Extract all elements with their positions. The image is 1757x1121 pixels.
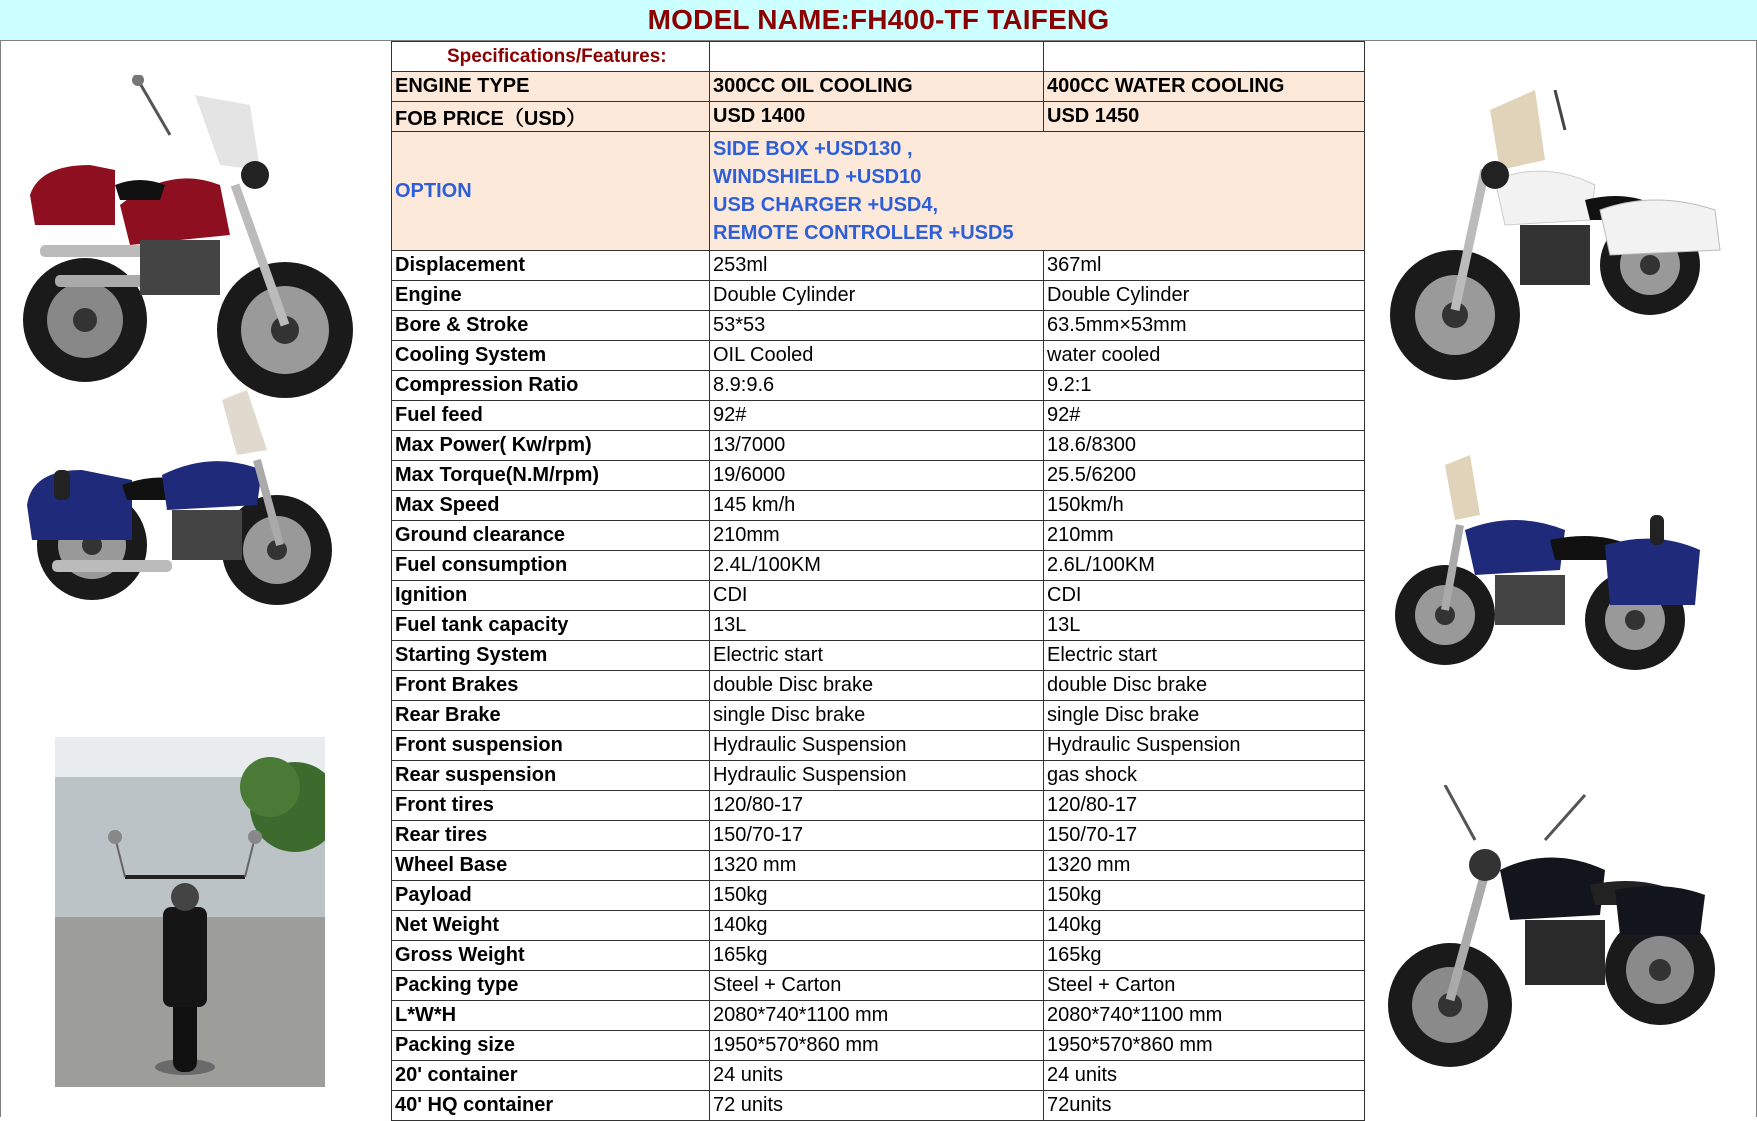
spec-value: 1950*570*860 mm bbox=[1044, 1031, 1365, 1061]
spec-value: 150/70-17 bbox=[1044, 821, 1365, 851]
table-row bbox=[392, 1001, 1365, 1031]
spec-value: 1320 mm bbox=[710, 851, 1044, 881]
table-row bbox=[392, 671, 1365, 701]
spec-label: 40' HQ container bbox=[392, 1091, 710, 1121]
spec-label: Net Weight bbox=[392, 911, 710, 941]
table-row bbox=[392, 761, 1365, 791]
spec-value: Hydraulic Suspension bbox=[1044, 731, 1365, 761]
spec-label: Fuel feed bbox=[392, 401, 710, 431]
spec-value: 253ml bbox=[710, 251, 1044, 281]
table-row bbox=[392, 341, 1365, 371]
spec-value: 25.5/6200 bbox=[1044, 461, 1365, 491]
engine-type-label: ENGINE TYPE bbox=[392, 72, 710, 102]
spec-value: 2.6L/100KM bbox=[1044, 551, 1365, 581]
table-row bbox=[392, 401, 1365, 431]
spec-value: 72 units bbox=[710, 1091, 1044, 1121]
spec-label: Rear Brake bbox=[392, 701, 710, 731]
spec-value: Hydraulic Suspension bbox=[710, 731, 1044, 761]
table-row bbox=[392, 461, 1365, 491]
option-item: SIDE BOX +USD130 , bbox=[713, 138, 913, 160]
table-row bbox=[392, 581, 1365, 611]
header-col1 bbox=[710, 42, 1044, 72]
spec-value: Steel + Carton bbox=[710, 971, 1044, 1001]
spec-value: 13L bbox=[710, 611, 1044, 641]
table-row bbox=[392, 731, 1365, 761]
spec-value: OIL Cooled bbox=[710, 341, 1044, 371]
spec-label: Packing size bbox=[392, 1031, 710, 1061]
spec-value: 210mm bbox=[1044, 521, 1365, 551]
spec-value: gas shock bbox=[1044, 761, 1365, 791]
table-row bbox=[392, 641, 1365, 671]
table-row bbox=[392, 281, 1365, 311]
spec-label: Displacement bbox=[392, 251, 710, 281]
table-row bbox=[392, 701, 1365, 731]
spec-value: 2.4L/100KM bbox=[710, 551, 1044, 581]
spec-value: Double Cylinder bbox=[1044, 281, 1365, 311]
fob-price-v2: USD 1450 bbox=[1044, 102, 1365, 132]
spec-value: 24 units bbox=[710, 1061, 1044, 1091]
spec-value: 367ml bbox=[1044, 251, 1365, 281]
table-row bbox=[392, 1061, 1365, 1091]
spec-value: 18.6/8300 bbox=[1044, 431, 1365, 461]
spec-label: Front Brakes bbox=[392, 671, 710, 701]
option-row bbox=[392, 132, 1365, 251]
table-row bbox=[392, 1091, 1365, 1121]
table-row bbox=[392, 881, 1365, 911]
blue-motorcycle-photo-left bbox=[22, 390, 337, 610]
spec-label: Bore & Stroke bbox=[392, 311, 710, 341]
spec-value: CDI bbox=[1044, 581, 1365, 611]
spec-value: 145 km/h bbox=[710, 491, 1044, 521]
spec-value: 120/80-17 bbox=[1044, 791, 1365, 821]
option-label: OPTION bbox=[392, 132, 710, 251]
spec-label: Packing type bbox=[392, 971, 710, 1001]
page-title: MODEL NAME:FH400-TF TAIFENG bbox=[647, 4, 1110, 35]
spec-value: 24 units bbox=[1044, 1061, 1365, 1091]
spec-label: Max Power( Kw/rpm) bbox=[392, 431, 710, 461]
spec-value: 13/7000 bbox=[710, 431, 1044, 461]
table-header-row bbox=[392, 42, 1365, 72]
spec-value: 165kg bbox=[710, 941, 1044, 971]
table-row bbox=[392, 941, 1365, 971]
spec-label: Engine bbox=[392, 281, 710, 311]
table-row bbox=[392, 551, 1365, 581]
spec-value: Electric start bbox=[1044, 641, 1365, 671]
spec-value: single Disc brake bbox=[1044, 701, 1365, 731]
spec-label: Compression Ratio bbox=[392, 371, 710, 401]
spec-label: Front tires bbox=[392, 791, 710, 821]
spec-value: Electric start bbox=[710, 641, 1044, 671]
spec-value: 165kg bbox=[1044, 941, 1365, 971]
spec-value: 13L bbox=[1044, 611, 1365, 641]
table-row bbox=[392, 251, 1365, 281]
spec-label: Rear suspension bbox=[392, 761, 710, 791]
table-row bbox=[392, 791, 1365, 821]
spec-value: 9.2:1 bbox=[1044, 371, 1365, 401]
spec-label: Ground clearance bbox=[392, 521, 710, 551]
spec-value: 120/80-17 bbox=[710, 791, 1044, 821]
engine-type-v1: 300CC OIL COOLING bbox=[710, 72, 1044, 102]
spec-value: 1320 mm bbox=[1044, 851, 1365, 881]
red-motorcycle-photo bbox=[20, 75, 355, 405]
spec-label: Fuel consumption bbox=[392, 551, 710, 581]
table-row bbox=[392, 311, 1365, 341]
table-row bbox=[392, 611, 1365, 641]
blue-motorcycle-photo-right bbox=[1385, 455, 1715, 675]
fob-price-v1: USD 1400 bbox=[710, 102, 1044, 132]
specs-header-label: Specifications/Features: bbox=[392, 42, 710, 72]
spec-label: Ignition bbox=[392, 581, 710, 611]
table-row bbox=[392, 521, 1365, 551]
spec-value: 150kg bbox=[710, 881, 1044, 911]
spec-value: 150kg bbox=[1044, 881, 1365, 911]
spec-value: 19/6000 bbox=[710, 461, 1044, 491]
table-row bbox=[392, 911, 1365, 941]
spec-value: 92# bbox=[1044, 401, 1365, 431]
spec-value: 63.5mm×53mm bbox=[1044, 311, 1365, 341]
spec-value: 140kg bbox=[1044, 911, 1365, 941]
table-row bbox=[392, 971, 1365, 1001]
table-row bbox=[392, 371, 1365, 401]
spec-value: 150/70-17 bbox=[710, 821, 1044, 851]
spec-label: Max Torque(N.M/rpm) bbox=[392, 461, 710, 491]
spec-label: Fuel tank capacity bbox=[392, 611, 710, 641]
white-motorcycle-photo bbox=[1385, 90, 1725, 390]
spec-value: double Disc brake bbox=[1044, 671, 1365, 701]
spec-label: Front suspension bbox=[392, 731, 710, 761]
table-row bbox=[392, 431, 1365, 461]
fob-price-label: FOB PRICE（USD） bbox=[392, 102, 710, 132]
engine-type-row bbox=[392, 72, 1365, 102]
spec-value: 140kg bbox=[710, 911, 1044, 941]
spec-value: 2080*740*1100 mm bbox=[710, 1001, 1044, 1031]
spec-label: 20' container bbox=[392, 1061, 710, 1091]
option-item: REMOTE CONTROLLER +USD5 bbox=[713, 222, 1014, 244]
spec-value: Hydraulic Suspension bbox=[710, 761, 1044, 791]
table-row bbox=[392, 491, 1365, 521]
spec-label: L*W*H bbox=[392, 1001, 710, 1031]
spec-value: Steel + Carton bbox=[1044, 971, 1365, 1001]
spec-value: single Disc brake bbox=[710, 701, 1044, 731]
table-row bbox=[392, 1031, 1365, 1061]
black-motorcycle-front-photo bbox=[55, 737, 325, 1087]
spec-value: CDI bbox=[710, 581, 1044, 611]
spec-label: Rear tires bbox=[392, 821, 710, 851]
spec-label: Max Speed bbox=[392, 491, 710, 521]
spec-value: double Disc brake bbox=[710, 671, 1044, 701]
spec-value: 150km/h bbox=[1044, 491, 1365, 521]
spec-label: Starting System bbox=[392, 641, 710, 671]
spec-value: 2080*740*1100 mm bbox=[1044, 1001, 1365, 1031]
table-row bbox=[392, 821, 1365, 851]
option-item: WINDSHIELD +USD10 bbox=[713, 166, 922, 188]
option-item: USB CHARGER +USD4, bbox=[713, 194, 939, 216]
spec-table bbox=[391, 41, 1365, 1121]
fob-price-row bbox=[392, 102, 1365, 132]
spec-value: Double Cylinder bbox=[710, 281, 1044, 311]
option-list bbox=[710, 132, 1365, 251]
spec-value: 210mm bbox=[710, 521, 1044, 551]
spec-value: water cooled bbox=[1044, 341, 1365, 371]
header-col2 bbox=[1044, 42, 1365, 72]
spec-value: 92# bbox=[710, 401, 1044, 431]
title-bar bbox=[0, 0, 1757, 41]
black-motorcycle-photo bbox=[1385, 785, 1725, 1075]
spec-label: Wheel Base bbox=[392, 851, 710, 881]
spec-label: Gross Weight bbox=[392, 941, 710, 971]
spec-value: 72units bbox=[1044, 1091, 1365, 1121]
spec-label: Cooling System bbox=[392, 341, 710, 371]
spec-rows bbox=[392, 251, 1365, 1121]
spec-value: 53*53 bbox=[710, 311, 1044, 341]
spec-value: 8.9:9.6 bbox=[710, 371, 1044, 401]
spec-label: Payload bbox=[392, 881, 710, 911]
spec-value: 1950*570*860 mm bbox=[710, 1031, 1044, 1061]
engine-type-v2: 400CC WATER COOLING bbox=[1044, 72, 1365, 102]
table-row bbox=[392, 851, 1365, 881]
